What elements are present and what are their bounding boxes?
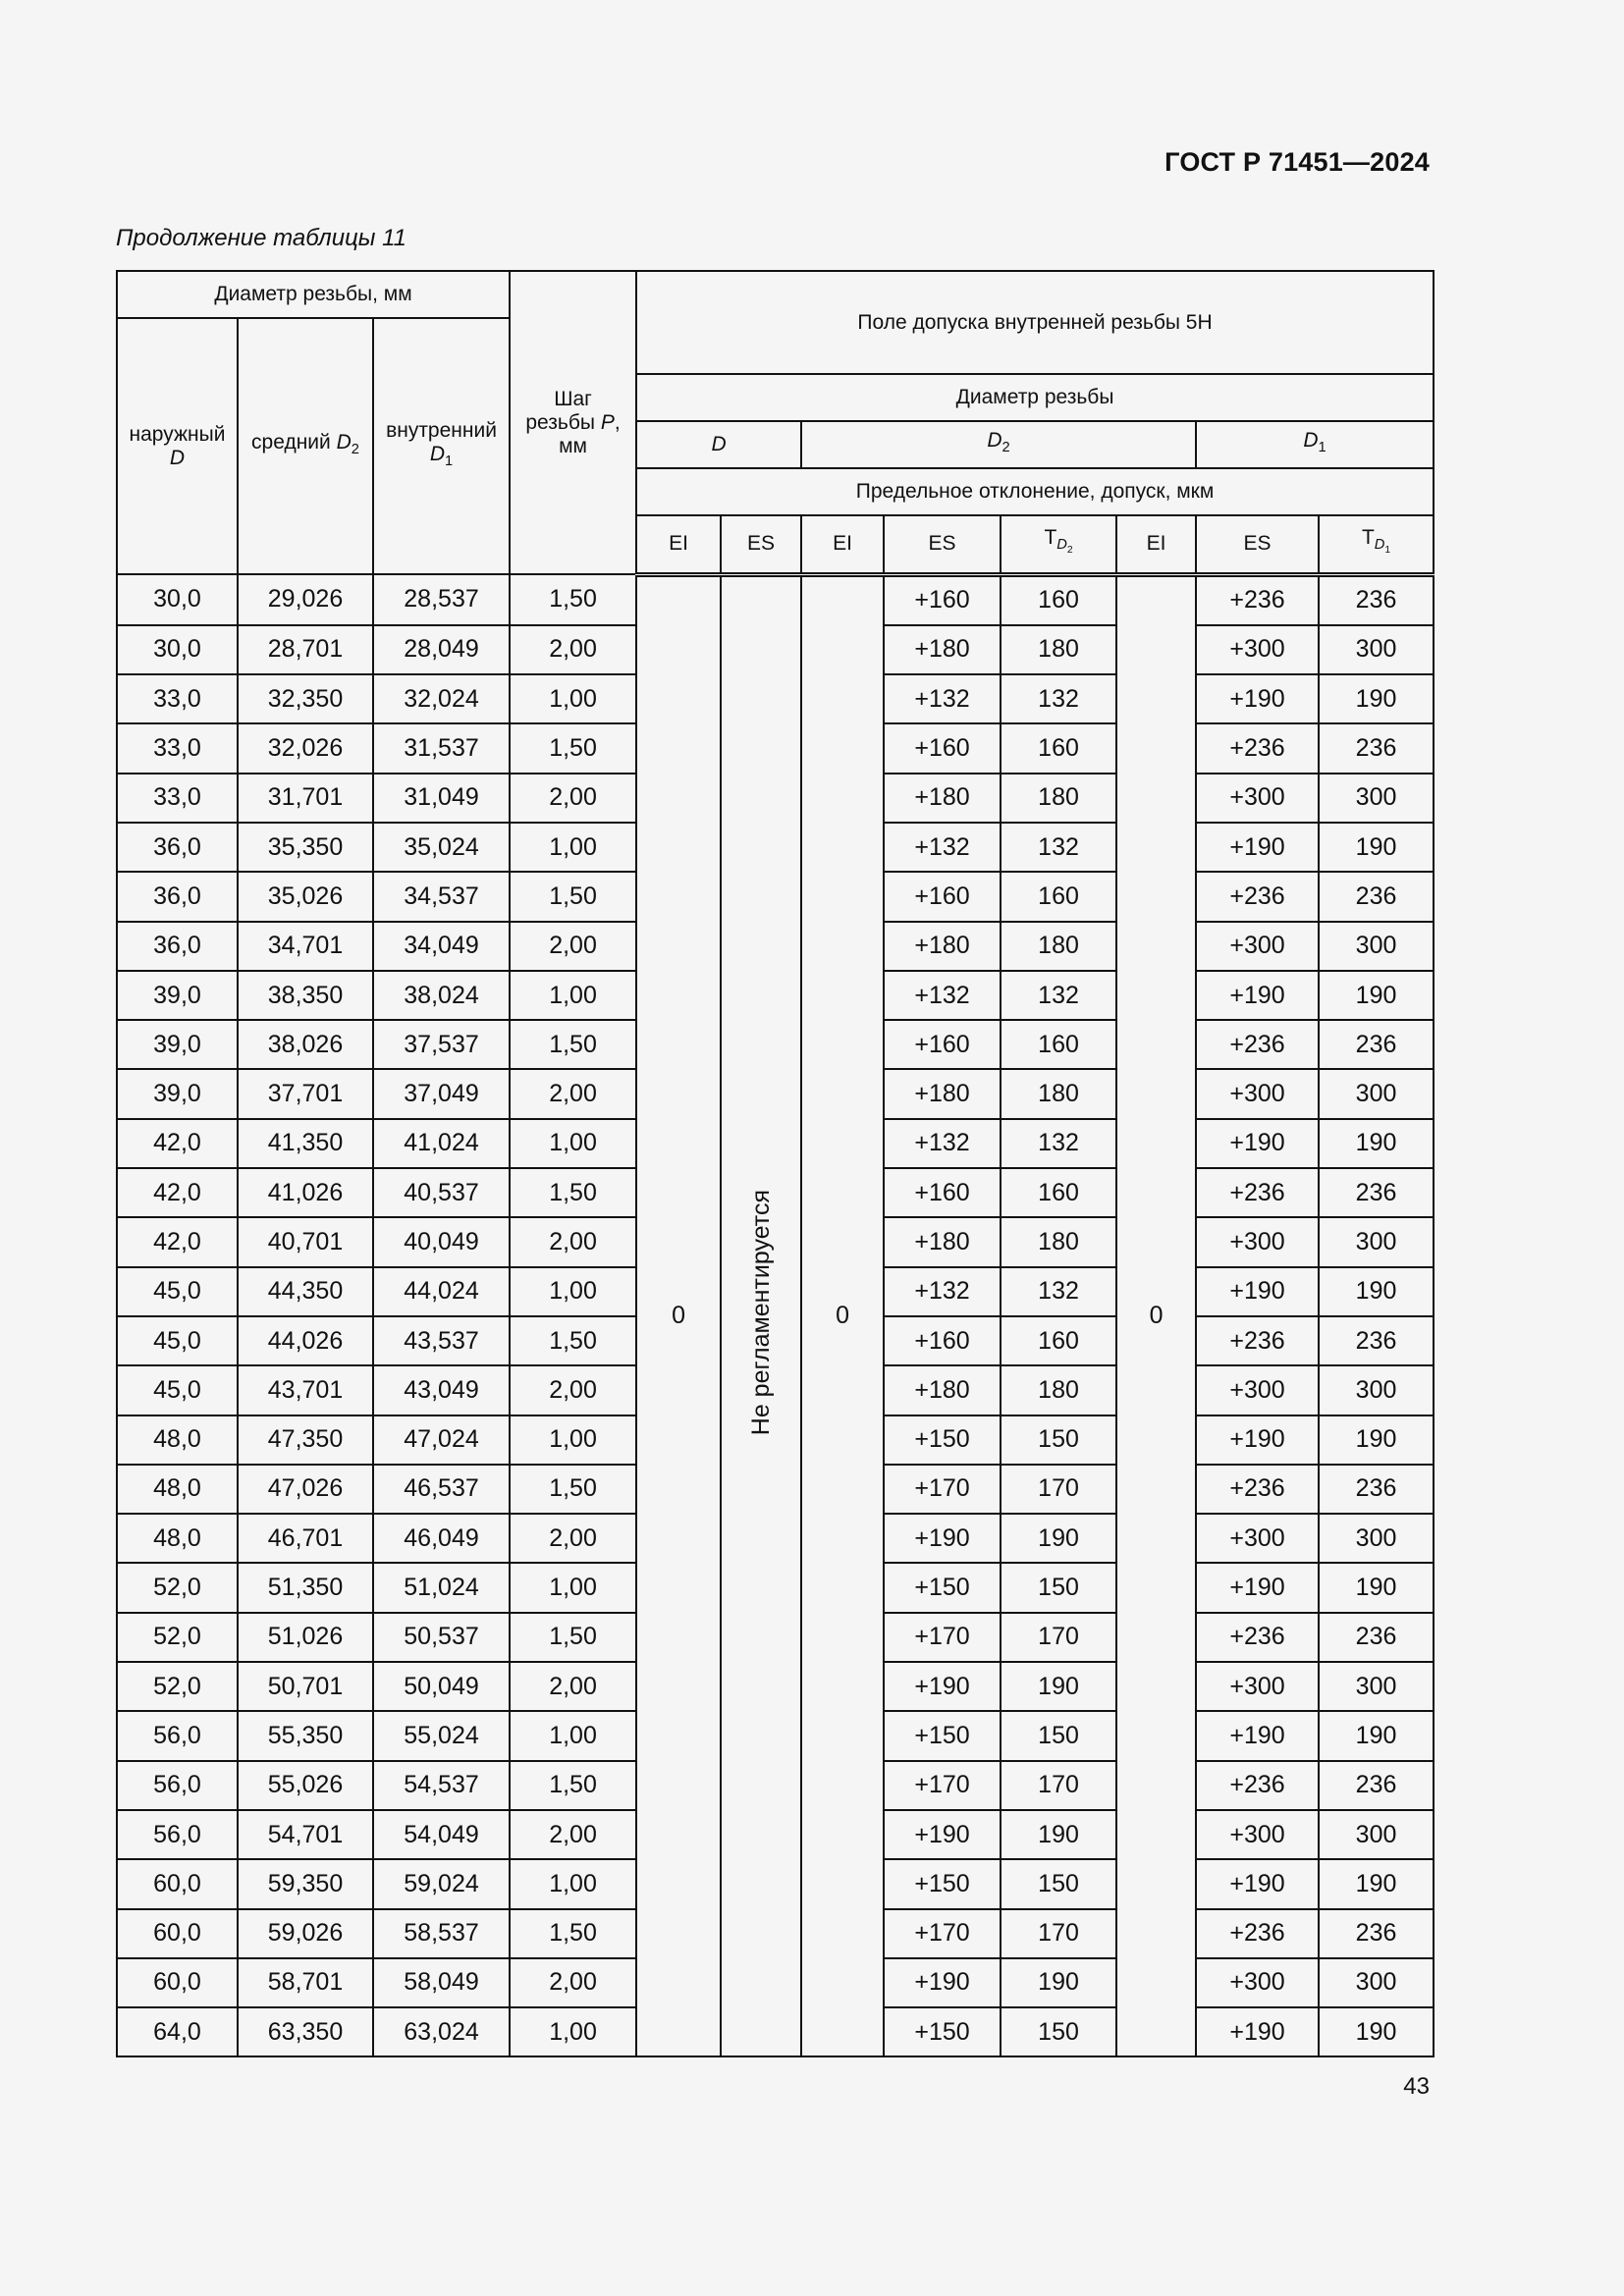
cell-d1-es: +300 bbox=[1196, 1958, 1319, 2007]
cell-inner: 50,537 bbox=[373, 1613, 510, 1662]
cell-pitch: 2,00 bbox=[510, 1810, 636, 1859]
cell-middle: 28,701 bbox=[238, 625, 373, 674]
cell-outer: 48,0 bbox=[117, 1465, 238, 1514]
header-outer: наружный D bbox=[117, 318, 238, 574]
cell-td1: 190 bbox=[1319, 1415, 1434, 1465]
cell-inner: 47,024 bbox=[373, 1415, 510, 1465]
cell-pitch: 1,00 bbox=[510, 674, 636, 723]
cell-td1: 236 bbox=[1319, 1020, 1434, 1069]
cell-d1-es: +236 bbox=[1196, 872, 1319, 921]
cell-d1-es: +236 bbox=[1196, 1613, 1319, 1662]
cell-d2-es: +160 bbox=[884, 1020, 1001, 1069]
cell-middle: 59,026 bbox=[238, 1909, 373, 1958]
cell-td2: 180 bbox=[1001, 774, 1116, 823]
cell-middle: 55,350 bbox=[238, 1711, 373, 1760]
not-regulated-text: Не регламентируется bbox=[746, 1190, 775, 1436]
cell-td2: 190 bbox=[1001, 1958, 1116, 2007]
cell-d1-es: +300 bbox=[1196, 774, 1319, 823]
cell-pitch: 1,00 bbox=[510, 971, 636, 1020]
cell-outer: 52,0 bbox=[117, 1662, 238, 1711]
cell-middle: 41,026 bbox=[238, 1168, 373, 1217]
cell-td1: 236 bbox=[1319, 1761, 1434, 1810]
header-td2: $T_{D_2}$ bbox=[1001, 515, 1116, 574]
cell-inner: 54,049 bbox=[373, 1810, 510, 1859]
cell-td2: 160 bbox=[1001, 1168, 1116, 1217]
cell-pitch: 1,50 bbox=[510, 1761, 636, 1810]
cell-d1-es: +190 bbox=[1196, 1563, 1319, 1612]
header-d-es: ES bbox=[721, 515, 801, 574]
cell-d1-es: +300 bbox=[1196, 625, 1319, 674]
cell-pitch: 1,00 bbox=[510, 1859, 636, 1908]
cell-td1: 236 bbox=[1319, 1168, 1434, 1217]
cell-td2: 170 bbox=[1001, 1761, 1116, 1810]
cell-d1-es: +190 bbox=[1196, 823, 1319, 872]
cell-middle: 37,701 bbox=[238, 1069, 373, 1118]
cell-outer: 36,0 bbox=[117, 823, 238, 872]
cell-td2: 132 bbox=[1001, 1267, 1116, 1316]
cell-td2: 150 bbox=[1001, 2007, 1116, 2056]
cell-middle: 41,350 bbox=[238, 1119, 373, 1168]
cell-td2: 132 bbox=[1001, 674, 1116, 723]
cell-td1: 190 bbox=[1319, 1859, 1434, 1908]
cell-d1-es: +300 bbox=[1196, 1514, 1319, 1563]
cell-inner: 55,024 bbox=[373, 1711, 510, 1760]
header-d-ei: EI bbox=[636, 515, 721, 574]
cell-inner: 50,049 bbox=[373, 1662, 510, 1711]
cell-inner: 58,537 bbox=[373, 1909, 510, 1958]
cell-d1-es: +190 bbox=[1196, 1267, 1319, 1316]
cell-inner: 40,537 bbox=[373, 1168, 510, 1217]
cell-td2: 190 bbox=[1001, 1514, 1116, 1563]
cell-outer: 33,0 bbox=[117, 674, 238, 723]
cell-pitch: 1,50 bbox=[510, 872, 636, 921]
cell-td1: 190 bbox=[1319, 674, 1434, 723]
cell-td1: 300 bbox=[1319, 1217, 1434, 1266]
cell-d2-es: +160 bbox=[884, 1168, 1001, 1217]
cell-middle: 46,701 bbox=[238, 1514, 373, 1563]
cell-outer: 42,0 bbox=[117, 1119, 238, 1168]
cell-inner: 46,049 bbox=[373, 1514, 510, 1563]
header-pitch: Шаг резьбы P, мм bbox=[510, 271, 636, 574]
cell-outer: 36,0 bbox=[117, 922, 238, 971]
cell-outer: 52,0 bbox=[117, 1563, 238, 1612]
cell-pitch: 1,00 bbox=[510, 1711, 636, 1760]
cell-middle: 54,701 bbox=[238, 1810, 373, 1859]
cell-outer: 30,0 bbox=[117, 625, 238, 674]
cell-d-ei-merged: 0 bbox=[636, 574, 721, 2056]
cell-d1-es: +190 bbox=[1196, 1859, 1319, 1908]
cell-td1: 300 bbox=[1319, 625, 1434, 674]
cell-td2: 180 bbox=[1001, 922, 1116, 971]
cell-inner: 31,537 bbox=[373, 723, 510, 773]
cell-pitch: 2,00 bbox=[510, 625, 636, 674]
cell-outer: 60,0 bbox=[117, 1859, 238, 1908]
cell-d1-es: +236 bbox=[1196, 723, 1319, 773]
cell-d2-es: +190 bbox=[884, 1958, 1001, 2007]
cell-middle: 34,701 bbox=[238, 922, 373, 971]
cell-td1: 236 bbox=[1319, 723, 1434, 773]
cell-d2-es: +170 bbox=[884, 1613, 1001, 1662]
cell-d1-es: +300 bbox=[1196, 1069, 1319, 1118]
cell-td1: 190 bbox=[1319, 1711, 1434, 1760]
header-diameter-group: Диаметр резьбы, мм bbox=[117, 271, 510, 318]
cell-middle: 47,350 bbox=[238, 1415, 373, 1465]
cell-d2-es: +132 bbox=[884, 971, 1001, 1020]
cell-td1: 190 bbox=[1319, 1563, 1434, 1612]
cell-outer: 45,0 bbox=[117, 1267, 238, 1316]
cell-middle: 59,350 bbox=[238, 1859, 373, 1908]
cell-d1-es: +300 bbox=[1196, 1662, 1319, 1711]
cell-td1: 300 bbox=[1319, 922, 1434, 971]
cell-middle: 58,701 bbox=[238, 1958, 373, 2007]
cell-inner: 43,537 bbox=[373, 1316, 510, 1365]
cell-d2-es: +170 bbox=[884, 1761, 1001, 1810]
cell-inner: 54,537 bbox=[373, 1761, 510, 1810]
cell-outer: 60,0 bbox=[117, 1958, 238, 2007]
cell-d2-es: +150 bbox=[884, 1711, 1001, 1760]
cell-td2: 180 bbox=[1001, 1069, 1116, 1118]
cell-outer: 52,0 bbox=[117, 1613, 238, 1662]
cell-d2-es: +180 bbox=[884, 1069, 1001, 1118]
cell-d1-es: +300 bbox=[1196, 1810, 1319, 1859]
cell-pitch: 2,00 bbox=[510, 1958, 636, 2007]
cell-d2-es: +150 bbox=[884, 1859, 1001, 1908]
cell-pitch: 1,50 bbox=[510, 1909, 636, 1958]
cell-inner: 28,537 bbox=[373, 574, 510, 625]
cell-middle: 32,026 bbox=[238, 723, 373, 773]
cell-middle: 50,701 bbox=[238, 1662, 373, 1711]
cell-d2-es: +180 bbox=[884, 1365, 1001, 1415]
cell-middle: 35,350 bbox=[238, 823, 373, 872]
cell-pitch: 1,50 bbox=[510, 1168, 636, 1217]
cell-d2-ei-merged: 0 bbox=[801, 574, 884, 2056]
cell-outer: 39,0 bbox=[117, 971, 238, 1020]
table-body bbox=[117, 574, 1434, 2056]
cell-inner: 41,024 bbox=[373, 1119, 510, 1168]
cell-td1: 300 bbox=[1319, 1514, 1434, 1563]
cell-outer: 33,0 bbox=[117, 723, 238, 773]
cell-inner: 37,537 bbox=[373, 1020, 510, 1069]
cell-td1: 190 bbox=[1319, 823, 1434, 872]
cell-outer: 48,0 bbox=[117, 1415, 238, 1465]
cell-d-es-merged bbox=[721, 574, 801, 2056]
cell-middle: 31,701 bbox=[238, 774, 373, 823]
cell-td1: 300 bbox=[1319, 774, 1434, 823]
cell-middle: 43,701 bbox=[238, 1365, 373, 1415]
cell-middle: 63,350 bbox=[238, 2007, 373, 2056]
cell-td2: 132 bbox=[1001, 823, 1116, 872]
cell-middle: 44,350 bbox=[238, 1267, 373, 1316]
cell-d1-es: +190 bbox=[1196, 1415, 1319, 1465]
cell-td2: 180 bbox=[1001, 625, 1116, 674]
cell-d2-es: +150 bbox=[884, 2007, 1001, 2056]
cell-outer: 56,0 bbox=[117, 1810, 238, 1859]
cell-middle: 55,026 bbox=[238, 1761, 373, 1810]
cell-inner: 40,049 bbox=[373, 1217, 510, 1266]
header-tolerance-field: Поле допуска внутренней резьбы 5H bbox=[636, 271, 1434, 374]
cell-d2-es: +170 bbox=[884, 1465, 1001, 1514]
table-row bbox=[117, 574, 1434, 625]
cell-pitch: 1,50 bbox=[510, 1613, 636, 1662]
header-d2-ei: EI bbox=[801, 515, 884, 574]
cell-inner: 43,049 bbox=[373, 1365, 510, 1415]
cell-pitch: 1,00 bbox=[510, 1563, 636, 1612]
cell-pitch: 2,00 bbox=[510, 1365, 636, 1415]
header-d2-es: ES bbox=[884, 515, 1001, 574]
cell-d2-es: +180 bbox=[884, 625, 1001, 674]
cell-td2: 160 bbox=[1001, 723, 1116, 773]
cell-td1: 190 bbox=[1319, 1119, 1434, 1168]
cell-d2-es: +132 bbox=[884, 1267, 1001, 1316]
cell-td1: 236 bbox=[1319, 574, 1434, 625]
cell-td1: 300 bbox=[1319, 1662, 1434, 1711]
header-inner: внутренний $D_1$ bbox=[373, 318, 510, 574]
cell-d1-es: +190 bbox=[1196, 1711, 1319, 1760]
cell-middle: 38,026 bbox=[238, 1020, 373, 1069]
cell-pitch: 1,00 bbox=[510, 1415, 636, 1465]
cell-d2-es: +180 bbox=[884, 922, 1001, 971]
cell-middle: 51,350 bbox=[238, 1563, 373, 1612]
cell-d1-ei-merged: 0 bbox=[1116, 574, 1196, 2056]
cell-td1: 300 bbox=[1319, 1810, 1434, 1859]
cell-pitch: 1,50 bbox=[510, 574, 636, 625]
cell-pitch: 2,00 bbox=[510, 1662, 636, 1711]
cell-outer: 45,0 bbox=[117, 1316, 238, 1365]
cell-d1-es: +236 bbox=[1196, 574, 1319, 625]
cell-inner: 63,024 bbox=[373, 2007, 510, 2056]
cell-d2-es: +160 bbox=[884, 872, 1001, 921]
header-td1: $T_{D_1}$ bbox=[1319, 515, 1434, 574]
cell-td2: 190 bbox=[1001, 1662, 1116, 1711]
cell-outer: 30,0 bbox=[117, 574, 238, 625]
cell-outer: 42,0 bbox=[117, 1217, 238, 1266]
thread-tolerance-table bbox=[116, 270, 1435, 2057]
header-d1-es: ES bbox=[1196, 515, 1319, 574]
document-code: ГОСТ Р 71451—2024 bbox=[1164, 147, 1430, 177]
header-deviation: Предельное отклонение, допуск, мкм bbox=[636, 468, 1434, 515]
cell-inner: 46,537 bbox=[373, 1465, 510, 1514]
cell-d1-es: +300 bbox=[1196, 1365, 1319, 1415]
cell-td2: 180 bbox=[1001, 1217, 1116, 1266]
cell-pitch: 2,00 bbox=[510, 1514, 636, 1563]
cell-td2: 190 bbox=[1001, 1810, 1116, 1859]
cell-td1: 236 bbox=[1319, 872, 1434, 921]
cell-d2-es: +180 bbox=[884, 1217, 1001, 1266]
cell-outer: 56,0 bbox=[117, 1711, 238, 1760]
cell-outer: 45,0 bbox=[117, 1365, 238, 1415]
cell-outer: 60,0 bbox=[117, 1909, 238, 1958]
cell-inner: 59,024 bbox=[373, 1859, 510, 1908]
page-number: 43 bbox=[1403, 2073, 1430, 2100]
cell-d2-es: +190 bbox=[884, 1810, 1001, 1859]
cell-td1: 190 bbox=[1319, 2007, 1434, 2056]
cell-middle: 38,350 bbox=[238, 971, 373, 1020]
cell-td2: 160 bbox=[1001, 1020, 1116, 1069]
cell-td2: 132 bbox=[1001, 1119, 1116, 1168]
cell-pitch: 2,00 bbox=[510, 774, 636, 823]
cell-td2: 150 bbox=[1001, 1859, 1116, 1908]
cell-inner: 34,537 bbox=[373, 872, 510, 921]
cell-d2-es: +150 bbox=[884, 1563, 1001, 1612]
cell-middle: 51,026 bbox=[238, 1613, 373, 1662]
cell-inner: 35,024 bbox=[373, 823, 510, 872]
cell-pitch: 1,00 bbox=[510, 1267, 636, 1316]
cell-d1-es: +300 bbox=[1196, 922, 1319, 971]
cell-outer: 64,0 bbox=[117, 2007, 238, 2056]
table-caption: Продолжение таблицы 11 bbox=[116, 225, 407, 251]
cell-td1: 190 bbox=[1319, 971, 1434, 1020]
cell-inner: 34,049 bbox=[373, 922, 510, 971]
cell-pitch: 2,00 bbox=[510, 1217, 636, 1266]
cell-pitch: 2,00 bbox=[510, 922, 636, 971]
cell-d2-es: +150 bbox=[884, 1415, 1001, 1465]
cell-td2: 132 bbox=[1001, 971, 1116, 1020]
cell-middle: 35,026 bbox=[238, 872, 373, 921]
cell-d1-es: +236 bbox=[1196, 1168, 1319, 1217]
cell-td2: 170 bbox=[1001, 1613, 1116, 1662]
cell-pitch: 1,00 bbox=[510, 1119, 636, 1168]
cell-inner: 37,049 bbox=[373, 1069, 510, 1118]
cell-d1-es: +236 bbox=[1196, 1909, 1319, 1958]
header-d1-ei: EI bbox=[1116, 515, 1196, 574]
cell-outer: 39,0 bbox=[117, 1020, 238, 1069]
cell-d1-es: +190 bbox=[1196, 674, 1319, 723]
cell-d2-es: +132 bbox=[884, 1119, 1001, 1168]
cell-td2: 160 bbox=[1001, 872, 1116, 921]
cell-d2-es: +132 bbox=[884, 823, 1001, 872]
cell-td2: 150 bbox=[1001, 1711, 1116, 1760]
cell-d1-es: +236 bbox=[1196, 1761, 1319, 1810]
cell-middle: 29,026 bbox=[238, 574, 373, 625]
cell-d2-es: +160 bbox=[884, 574, 1001, 625]
cell-inner: 32,024 bbox=[373, 674, 510, 723]
cell-inner: 44,024 bbox=[373, 1267, 510, 1316]
cell-td2: 170 bbox=[1001, 1465, 1116, 1514]
cell-d1-es: +300 bbox=[1196, 1217, 1319, 1266]
cell-td1: 236 bbox=[1319, 1465, 1434, 1514]
header-middle: средний $D_2$ bbox=[238, 318, 373, 574]
cell-d2-es: +160 bbox=[884, 723, 1001, 773]
cell-outer: 56,0 bbox=[117, 1761, 238, 1810]
cell-outer: 42,0 bbox=[117, 1168, 238, 1217]
cell-d2-es: +180 bbox=[884, 774, 1001, 823]
cell-pitch: 1,50 bbox=[510, 1465, 636, 1514]
cell-d2-es: +132 bbox=[884, 674, 1001, 723]
cell-td1: 300 bbox=[1319, 1069, 1434, 1118]
cell-td1: 236 bbox=[1319, 1316, 1434, 1365]
cell-outer: 39,0 bbox=[117, 1069, 238, 1118]
cell-d1-es: +190 bbox=[1196, 1119, 1319, 1168]
cell-middle: 32,350 bbox=[238, 674, 373, 723]
cell-inner: 58,049 bbox=[373, 1958, 510, 2007]
cell-d2-es: +170 bbox=[884, 1909, 1001, 1958]
cell-pitch: 2,00 bbox=[510, 1069, 636, 1118]
cell-td1: 190 bbox=[1319, 1267, 1434, 1316]
cell-d1-es: +236 bbox=[1196, 1020, 1319, 1069]
cell-inner: 28,049 bbox=[373, 625, 510, 674]
cell-td1: 236 bbox=[1319, 1909, 1434, 1958]
cell-middle: 44,026 bbox=[238, 1316, 373, 1365]
cell-inner: 38,024 bbox=[373, 971, 510, 1020]
cell-d2-es: +190 bbox=[884, 1514, 1001, 1563]
cell-middle: 47,026 bbox=[238, 1465, 373, 1514]
cell-outer: 48,0 bbox=[117, 1514, 238, 1563]
cell-td2: 160 bbox=[1001, 574, 1116, 625]
cell-td2: 150 bbox=[1001, 1563, 1116, 1612]
cell-td2: 180 bbox=[1001, 1365, 1116, 1415]
cell-d2-es: +190 bbox=[884, 1662, 1001, 1711]
cell-d1-es: +190 bbox=[1196, 2007, 1319, 2056]
cell-inner: 51,024 bbox=[373, 1563, 510, 1612]
cell-pitch: 1,50 bbox=[510, 1316, 636, 1365]
cell-d1-es: +236 bbox=[1196, 1316, 1319, 1365]
cell-d2-es: +160 bbox=[884, 1316, 1001, 1365]
cell-inner: 31,049 bbox=[373, 774, 510, 823]
cell-td1: 300 bbox=[1319, 1958, 1434, 2007]
cell-td2: 150 bbox=[1001, 1415, 1116, 1465]
cell-td2: 170 bbox=[1001, 1909, 1116, 1958]
cell-td2: 160 bbox=[1001, 1316, 1116, 1365]
cell-middle: 40,701 bbox=[238, 1217, 373, 1266]
cell-td1: 236 bbox=[1319, 1613, 1434, 1662]
header-thread-diameter: Диаметр резьбы bbox=[636, 374, 1434, 421]
cell-td1: 300 bbox=[1319, 1365, 1434, 1415]
header-d1: $D_1$ bbox=[1196, 421, 1434, 468]
cell-pitch: 1,00 bbox=[510, 823, 636, 872]
cell-pitch: 1,00 bbox=[510, 2007, 636, 2056]
cell-outer: 33,0 bbox=[117, 774, 238, 823]
cell-pitch: 1,50 bbox=[510, 723, 636, 773]
cell-d1-es: +190 bbox=[1196, 971, 1319, 1020]
header-d: D bbox=[636, 421, 801, 468]
header-d2: $D_2$ bbox=[801, 421, 1196, 468]
cell-outer: 36,0 bbox=[117, 872, 238, 921]
cell-d1-es: +236 bbox=[1196, 1465, 1319, 1514]
cell-pitch: 1,50 bbox=[510, 1020, 636, 1069]
